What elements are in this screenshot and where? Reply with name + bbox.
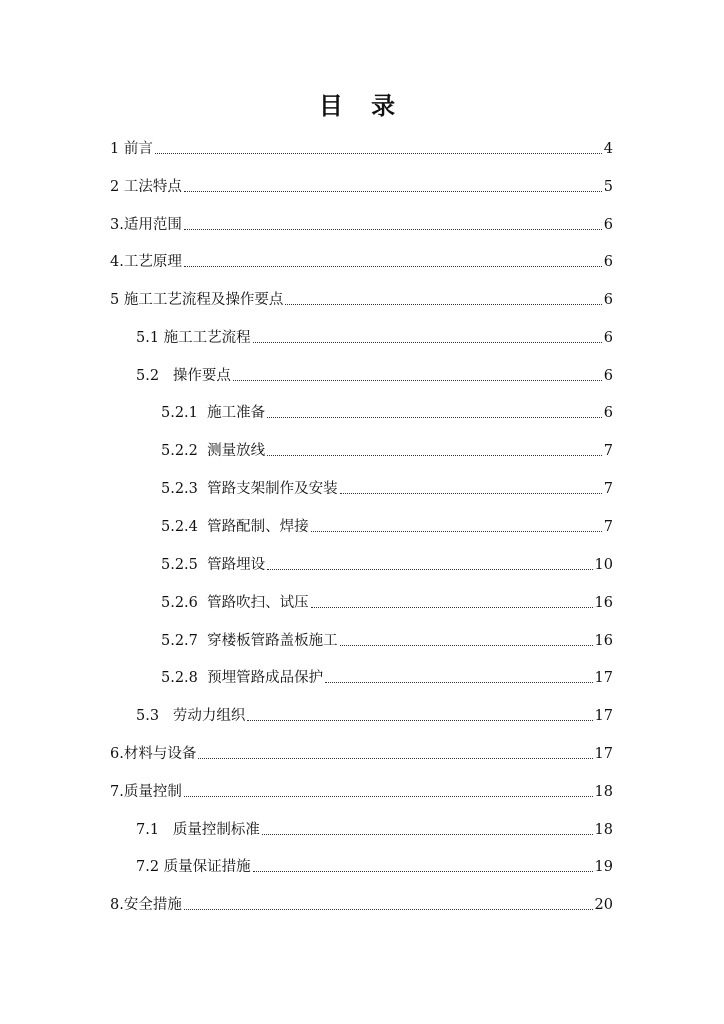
toc-entry-label: 8.安全措施 — [110, 897, 182, 913]
toc-entry-label: 5.2.2 测量放线 — [161, 443, 266, 459]
toc-entry-label: 2 工法特点 — [110, 179, 182, 195]
toc-entry-label: 5.2 操作要点 — [136, 368, 231, 384]
toc-page-number: 5 — [603, 179, 613, 195]
toc-page-number: 10 — [594, 557, 613, 573]
toc-page-number: 16 — [594, 595, 613, 611]
dot-leader — [184, 229, 602, 230]
dot-leader — [198, 758, 592, 759]
toc-entry-label: 3.适用范围 — [110, 217, 182, 233]
toc-entry-label: 5.2.7 穿楼板管路盖板施工 — [161, 633, 338, 649]
dot-leader — [247, 720, 592, 721]
toc-entry-label: 6.材料与设备 — [110, 746, 197, 762]
toc-page-number: 6 — [603, 368, 613, 384]
toc-page-number: 7 — [603, 519, 613, 535]
toc-page-number: 17 — [594, 670, 613, 686]
dot-leader — [184, 909, 593, 910]
toc-entry[interactable] — [110, 286, 613, 310]
toc-entry[interactable] — [161, 627, 613, 651]
dot-leader — [253, 342, 602, 343]
toc-page-number: 6 — [603, 254, 613, 270]
toc-entry[interactable] — [136, 702, 613, 726]
toc-entry-label: 5.2.3 管路支架制作及安装 — [161, 481, 338, 497]
toc-entry[interactable] — [110, 248, 613, 272]
toc-page-number: 7 — [603, 481, 613, 497]
toc-entry[interactable] — [110, 173, 613, 197]
toc-entry-label: 1 前言 — [110, 141, 153, 157]
toc-entry[interactable] — [136, 853, 613, 877]
toc-page-number: 6 — [603, 292, 613, 308]
toc-page-number: 6 — [603, 217, 613, 233]
toc-entry-label: 7.2 质量保证措施 — [136, 859, 251, 875]
dot-leader — [325, 682, 592, 683]
toc-entry[interactable] — [161, 475, 613, 499]
toc-entry[interactable] — [161, 399, 613, 423]
toc-entry[interactable] — [110, 778, 613, 802]
toc-entry[interactable] — [161, 513, 613, 537]
dot-leader — [155, 153, 602, 154]
toc-page-number: 4 — [603, 141, 613, 157]
toc-entry-label: 4.工艺原理 — [110, 254, 182, 270]
dot-leader — [267, 417, 602, 418]
dot-leader — [311, 531, 602, 532]
toc-entry-label: 5.2.1 施工准备 — [161, 405, 266, 421]
toc-entry-label: 5.2.4 管路配制、焊接 — [161, 519, 309, 535]
dot-leader — [233, 380, 602, 381]
dot-leader — [267, 455, 602, 456]
dot-leader — [262, 834, 593, 835]
dot-leader — [340, 493, 602, 494]
dot-leader — [311, 607, 593, 608]
toc-entry[interactable] — [161, 589, 613, 613]
dot-leader — [184, 266, 602, 267]
toc-page-number: 6 — [603, 330, 613, 346]
toc-page-number: 17 — [594, 708, 613, 724]
toc-entry[interactable] — [136, 816, 613, 840]
dot-leader — [184, 796, 593, 797]
toc-page-number: 18 — [594, 822, 613, 838]
toc-entry-label: 5.2.5 管路埋设 — [161, 557, 266, 573]
toc-entry[interactable] — [110, 135, 613, 159]
toc-entry[interactable] — [161, 664, 613, 688]
toc-page-number: 17 — [594, 746, 613, 762]
toc-entry-label: 5.1 施工工艺流程 — [136, 330, 251, 346]
toc-page-number: 18 — [594, 784, 613, 800]
toc-entry-label: 7.1 质量控制标准 — [136, 822, 260, 838]
toc-entry-label: 5.2.6 管路吹扫、试压 — [161, 595, 309, 611]
dot-leader — [285, 304, 601, 305]
toc-page-number: 6 — [603, 405, 613, 421]
toc-entry-label: 5.2.8 预埋管路成品保护 — [161, 670, 324, 686]
toc-entry-label: 5.3 劳动力组织 — [136, 708, 246, 724]
dot-leader — [184, 191, 602, 192]
toc-entry[interactable] — [136, 324, 613, 348]
toc-page-number: 20 — [594, 897, 613, 913]
toc-entry[interactable] — [161, 551, 613, 575]
toc-entry[interactable] — [161, 437, 613, 461]
toc-page-number: 19 — [594, 859, 613, 875]
toc-entry[interactable] — [110, 740, 613, 764]
toc-entry[interactable] — [136, 362, 613, 386]
dot-leader — [340, 645, 593, 646]
toc-page-number: 16 — [594, 633, 613, 649]
toc-entry-label: 7.质量控制 — [110, 784, 182, 800]
toc-entry-label: 5 施工工艺流程及操作要点 — [110, 292, 284, 308]
toc-page-number: 7 — [603, 443, 613, 459]
dot-leader — [267, 569, 592, 570]
dot-leader — [253, 871, 593, 872]
toc-entry[interactable] — [110, 891, 613, 915]
page-title: 目 录 — [318, 91, 406, 120]
toc-entry[interactable] — [110, 211, 613, 235]
